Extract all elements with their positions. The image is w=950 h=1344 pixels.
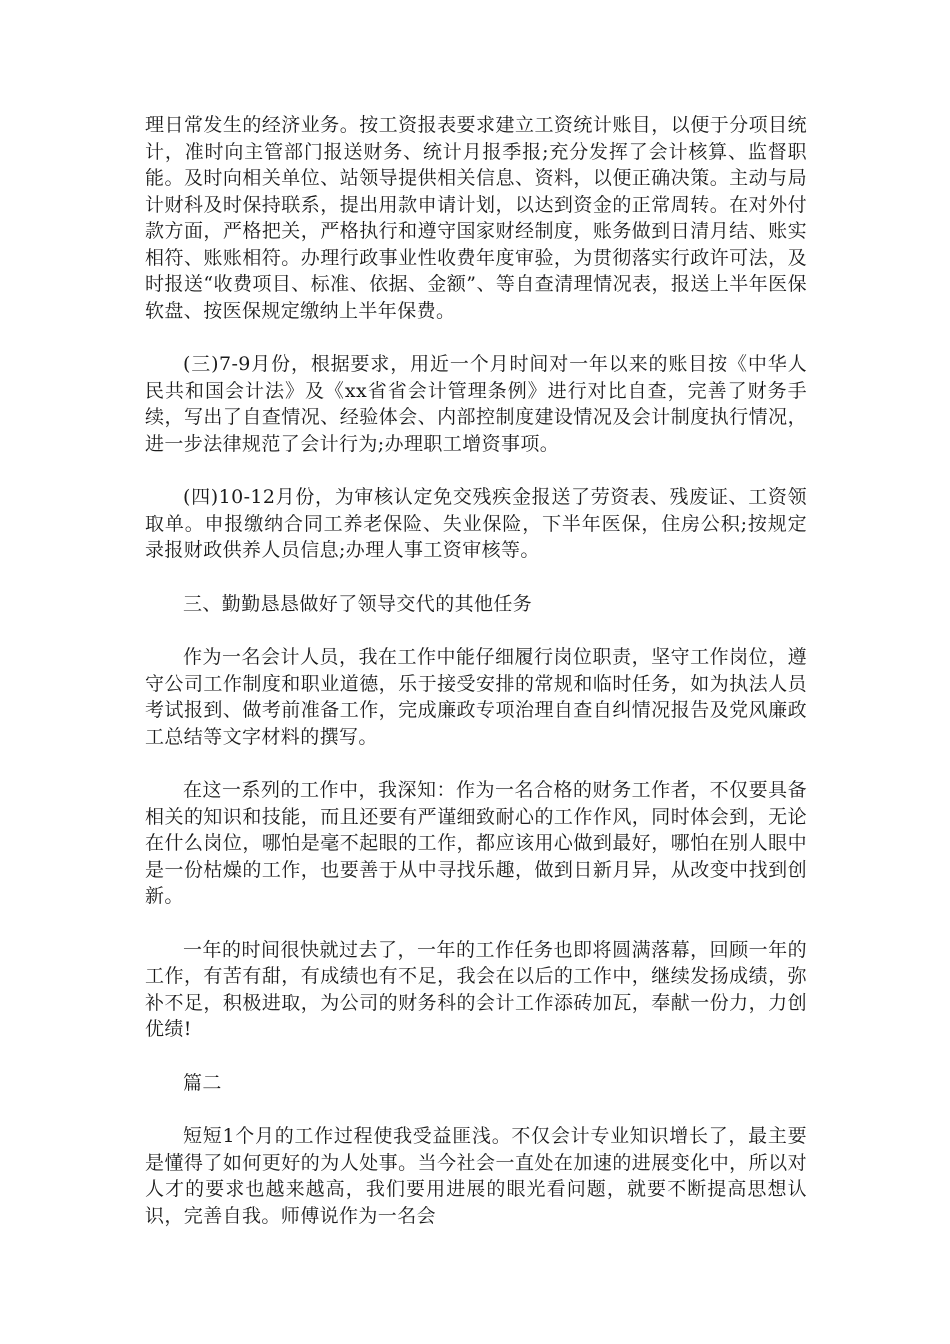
paragraph-q3: (三)7-9月份，根据要求，用近一个月时间对一年以来的账目按《中华人民共和国会计法》及《xx省省会计管理条例》进行对比自查，完善了财务手续，写出了自查情况、经验体会、内部控制度建设情况及会计制度执行情况，进一步法律规范了会计行为;办理职工增资事项。	[145, 353, 807, 455]
paragraph-q4: (四)10-12月份，为审核认定免交残疾金报送了劳资表、残废证、工资领取单。申报缴纳合同工养老保险、失业保险，下半年医保，住房公积;按规定录报财政供养人员信息;办理人事工资审核等。	[145, 486, 807, 561]
part-two-heading: 篇二	[183, 1071, 222, 1094]
section-heading-three: 三、勤勤恳恳做好了领导交代的其他任务	[183, 592, 533, 615]
paragraph-continued: 理日常发生的经济业务。按工资报表要求建立工资统计账目，以便于分项目统计，准时向主管部门报送财务、统计月报季报;充分发挥了会计核算、监督职能。及时向相关单位、站领导提供相关信息、资料，以便正确决策。主动与局计财科及时保持联系，提出用款申请计划，以达到资金的正常周转。在对外付款方面，严格把关，严格执行和遵守国家财经制度，账务做到日清月结、账实相符、账账相符。办理行政事业性收费年度审验，为贯彻落实行政许可法，及时报送“收费项目、标准、依据、金额”、等自查清理情况表，报送上半年医保软盘、按医保规定缴纳上半年保费。	[145, 114, 807, 322]
paragraph-duties: 作为一名会计人员，我在工作中能仔细履行岗位职责，坚守工作岗位，遵守公司工作制度和职业道德，乐于接受安排的常规和临时任务，如为执法人员考试报到、做考前准备工作，完成廉政专项治理自查自纠情况报告及党风廉政工总结等文字材料的撰写。	[145, 646, 807, 748]
paragraph-conclusion: 一年的时间很快就过去了，一年的工作任务也即将圆满落幕，回顾一年的工作，有苦有甜，有成绩也有不足，我会在以后的工作中，继续发扬成绩，弥补不足，积极进取，为公司的财务科的会计工作添砖加瓦，奉献一份力，力创优绩!	[145, 938, 807, 1040]
paragraph-reflection: 在这一系列的工作中，我深知：作为一名合格的财务工作者，不仅要具备相关的知识和技能，而且还要有严谨细致耐心的工作作风，同时体会到，无论在什么岗位，哪怕是毫不起眼的工作，都应该用心做到最好，哪怕在别人眼中是一份枯燥的工作，也要善于从中寻找乐趣，做到日新月异，从改变中找到创新。	[145, 779, 807, 907]
document-page	[145, 112, 807, 1256]
paragraph-part-two-intro: 短短1个月的工作过程使我受益匪浅。不仅会计专业知识增长了，最主要是懂得了如何更好的为人处事。当今社会一直处在加速的进展变化中，所以对人才的要求也越来越高，我们要用进展的眼光看问题，就要不断提高思想认识，完善自我。师傅说作为一名会	[145, 1125, 807, 1227]
